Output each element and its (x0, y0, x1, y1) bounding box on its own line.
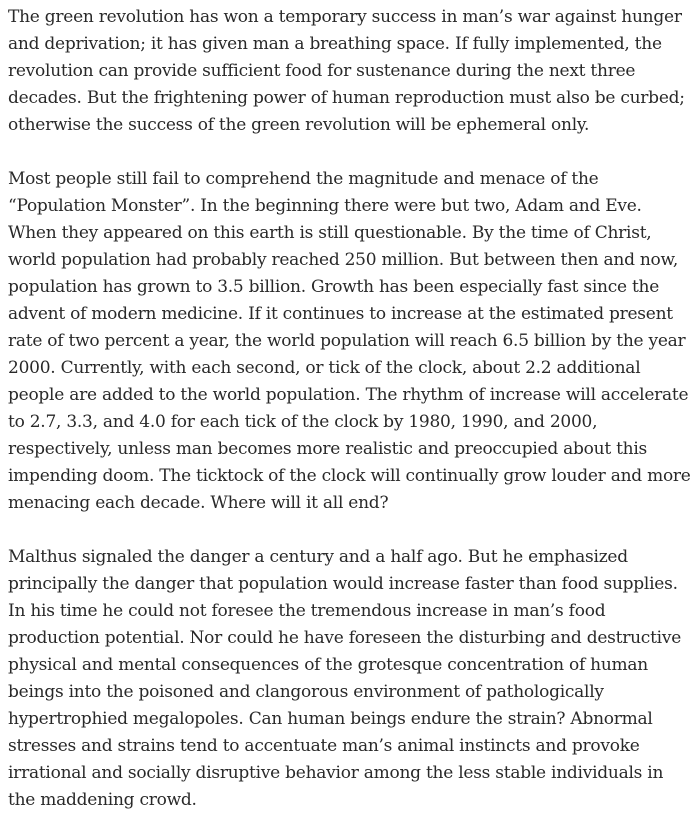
paragraph-green-revolution: The green revolution has won a temporary success in man’s war against hunger and deprivation; it has given man a breathing space. If fully implemented, the revolution can provide sufficient food for sustenance during the next three decades. But the frightening power of human reproduction must also be curbed; otherwise the success of the green revolution will be ephemeral only. (8, 7, 685, 135)
paragraph-population-monster: Most people still fail to comprehend the magnitude and menace of the “Population Monster”. In the beginning there were but two, Adam and Eve. When they appeared on this earth is still questionable. By the time of Christ, world population had probably reached 250 million. But between then and now, population has grown to 3.5 billion. Growth has been especially fast since the advent of modern medicine. If it continues to increase at the estimated present rate of two percent a year, the world population will reach 6.5 billion by the year 2000. Currently, with each second, or tick of the clock, about 2.2 additional people are added to the world population. The rhythm of increase will accelerate to 2.7, 3.3, and 4.0 for each tick of the clock by 1980, 1990, and 2000, respectively, unless man becomes more realistic and preoccupied about this impending doom. The ticktock of the clock will continually grow louder and more menacing each decade. Where will it all end? (8, 169, 691, 513)
paragraph-malthus: Malthus signaled the danger a century and a half ago. But he emphasized principally the danger that population would increase faster than food supplies. In his time he could not foresee the tremendous increase in man’s food production potential. Nor could he have foreseen the disturbing and destructive physical and mental consequences of the grotesque concentration of human beings into the poisoned and clangorous environment of pathologically hypertrophied megalopoles. Can human beings endure the strain? Abnormal stresses and strains tend to accentuate man’s animal instincts and provoke irrational and socially disruptive behavior among the less stable individuals in the maddening crowd. (8, 547, 681, 810)
